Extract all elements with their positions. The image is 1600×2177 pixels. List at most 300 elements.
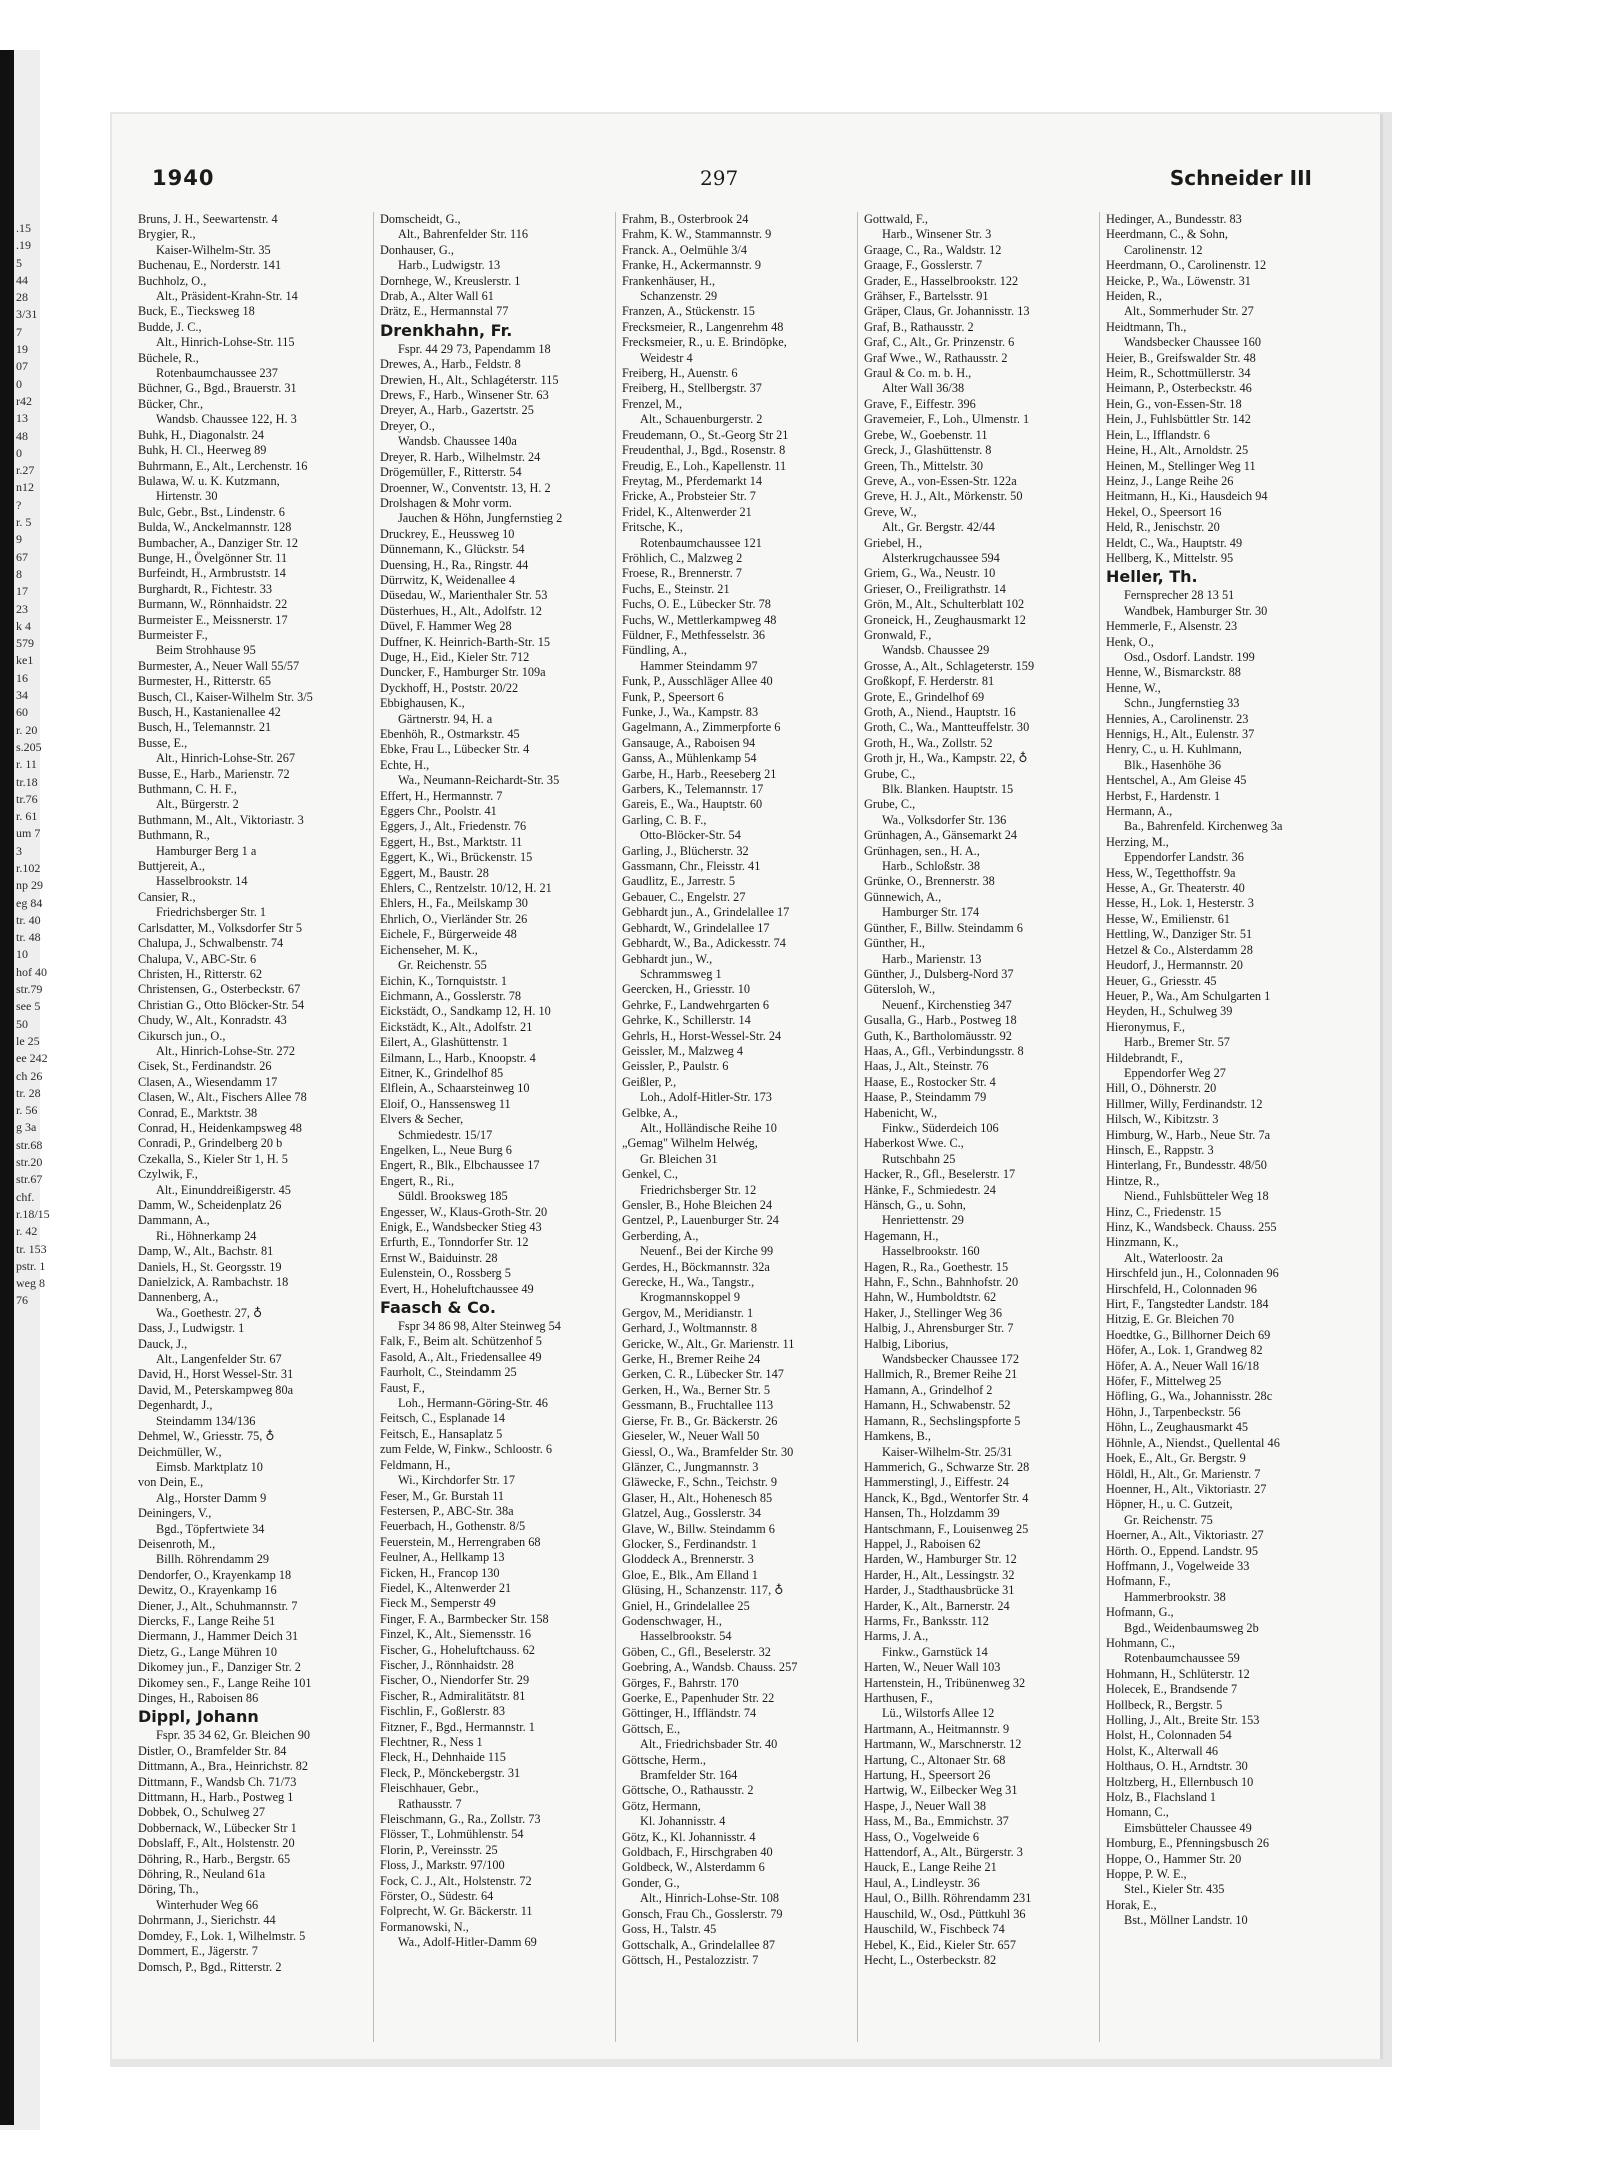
directory-entry: Dreyer, R. Harb., Wilhelmstr. 24 — [380, 449, 541, 464]
directory-entry: Harthusen, F., — [864, 1691, 933, 1705]
entry-continuation: Alt., Gr. Bergstr. 42/44 — [882, 520, 995, 535]
directory-entry: Christensen, G., Osterbeckstr. 67 — [138, 982, 301, 997]
directory-entry: Hansen, Th., Holzdamm 39 — [864, 1506, 1000, 1521]
directory-entry: Günther, F., Billw. Steindamm 6 — [864, 920, 1023, 935]
directory-entry: Griebel, H., — [864, 535, 923, 550]
directory-entry: Dyckhoff, H., Poststr. 20/22 — [380, 680, 519, 695]
directory-entry: Fleischmann, G., Ra., Zollstr. 73 — [380, 1812, 541, 1827]
directory-entry: Gassmann, Chr., Fleisstr. 41 — [622, 859, 761, 874]
directory-entry: Gierse, Fr. B., Gr. Bäckerstr. 26 — [622, 1413, 778, 1428]
directory-entry: Grave, F., Eiffestr. 396 — [864, 396, 976, 411]
directory-entry: Haase, P., Steindamm 79 — [864, 1090, 987, 1105]
directory-entry: Günther, J., Dulsberg-Nord 37 — [864, 966, 1014, 981]
directory-entry: Hirt, F., Tangstedter Landstr. 184 — [1106, 1297, 1269, 1312]
entry-continuation: Rathausstr. 7 — [398, 1796, 462, 1811]
entry-continuation: Kl. Johannisstr. 4 — [640, 1814, 726, 1829]
directory-entry: Hinz, K., Wandsbeck. Chauss. 255 — [1106, 1220, 1277, 1234]
directory-entry: Glave, W., Billw. Steindamm 6 — [622, 1521, 775, 1536]
previous-page-fragment: tr. 153 — [16, 1241, 47, 1256]
directory-entry: Grieser, O., Freiligrathstr. 14 — [864, 581, 1006, 596]
directory-entry: Hoek, E., Alt., Gr. Bergstr. 9 — [1106, 1451, 1246, 1466]
directory-entry: Bulc, Gebr., Bst., Lindenstr. 6 — [138, 504, 285, 519]
directory-entry: Hedinger, A., Bundesstr. 83 — [1106, 212, 1242, 226]
directory-entry: Funke, J., Wa., Kampstr. 83 — [622, 705, 759, 719]
highlighted-entry: Dippl, Johann — [138, 1707, 259, 1727]
directory-entry: Gräper, Claus, Gr. Johannisstr. 13 — [864, 304, 1030, 319]
directory-entry: Holtzberg, H., Ellernbusch 10 — [1106, 1774, 1254, 1789]
previous-page-fragment: r.18/15 — [16, 1206, 50, 1221]
directory-entry: Gonder, G., — [622, 1875, 680, 1890]
directory-entry: Hitzig, E. Gr. Bleichen 70 — [1106, 1312, 1235, 1327]
previous-page-fragment: ke1 — [16, 653, 34, 668]
directory-entry: Freiberg, H., Stellbergstr. 37 — [622, 381, 762, 396]
directory-entry: Grube, C., — [864, 797, 916, 812]
directory-entry: Haas, J., Alt., Steinstr. 76 — [864, 1059, 989, 1074]
entry-continuation: Fernsprecher 28 13 51 — [1124, 588, 1235, 603]
directory-entry: Freiberg, H., Auenstr. 6 — [622, 366, 738, 381]
directory-entry: Gerhard, J., Woltmannstr. 8 — [622, 1321, 758, 1336]
directory-entry: Conrad, E., Marktstr. 38 — [138, 1105, 258, 1120]
directory-entry: Echte, H., — [380, 757, 430, 772]
entry-continuation: Alt., Einunddreißigerstr. 45 — [156, 1182, 291, 1197]
directory-entry: Burmester, H., Ritterstr. 65 — [138, 674, 272, 689]
directory-entry: Domdey, F., Lok. 1, Wilhelmstr. 5 — [138, 1928, 306, 1943]
directory-entry: Engesser, W., Klaus-Groth-Str. 20 — [380, 1204, 548, 1219]
directory-entry: Gansauge, A., Raboisen 94 — [622, 735, 756, 750]
directory-entry: Grünke, O., Brennerstr. 38 — [864, 874, 995, 889]
directory-entry: Engelken, L., Neue Burg 6 — [380, 1142, 512, 1157]
directory-entry: Förster, O., Südestr. 64 — [380, 1889, 494, 1904]
directory-entry: Gloddeck A., Brennerstr. 3 — [622, 1552, 754, 1567]
directory-entry: Gronwald, F., — [864, 627, 932, 642]
directory-entry: Eggert, K., Wi., Brückenstr. 15 — [380, 850, 533, 865]
directory-entry: Hofmann, F., — [1106, 1574, 1171, 1589]
previous-page-fragment: pstr. 1 — [16, 1258, 46, 1273]
directory-entry: Formanowski, N., — [380, 1919, 469, 1934]
entry-continuation: Bgd., Weidenbaumsweg 2b — [1124, 1620, 1259, 1635]
binding-shadow — [0, 50, 14, 2125]
directory-entry: Goerke, E., Papenhuder Str. 22 — [622, 1691, 775, 1705]
entry-continuation: Wa., Volksdorfer Str. 136 — [882, 812, 1007, 827]
directory-entry: Hintze, R., — [1106, 1173, 1160, 1188]
directory-entry: Evert, H., Hoheluftchaussee 49 — [380, 1281, 534, 1296]
directory-column-5 — [1100, 212, 1342, 2042]
directory-entry: Habenicht, W., — [864, 1105, 938, 1120]
directory-entry: Götz, K., Kl. Johannisstr. 4 — [622, 1829, 756, 1844]
directory-entry: Greck, J., Glashüttenstr. 8 — [864, 443, 992, 458]
directory-entry: Buthmann, C. H. F., — [138, 782, 237, 797]
entry-continuation: Eimsb. Marktplatz 10 — [156, 1459, 263, 1474]
directory-entry: Holling, J., Alt., Breite Str. 153 — [1106, 1713, 1260, 1727]
directory-entry: David, M., Peterskampweg 80a — [138, 1382, 294, 1397]
entry-continuation: Wandsb. Chaussee 122, H. 3 — [156, 412, 297, 427]
directory-entry: Höfer, A., Lok. 1, Grandweg 82 — [1106, 1343, 1263, 1358]
directory-entry: Droenner, W., Conventstr. 13, H. 2 — [380, 480, 551, 495]
previous-page-fragment: 19 — [16, 342, 28, 357]
directory-entry: Hattendorf, A., Alt., Bürgerstr. 3 — [864, 1845, 1023, 1860]
entry-continuation: Ri., Höhnerkamp 24 — [156, 1228, 257, 1243]
directory-entry: Drögemüller, F., Ritterstr. 54 — [380, 465, 522, 480]
directory-entry: Hahn, W., Humboldtstr. 62 — [864, 1290, 997, 1305]
directory-entry: Glüsing, H., Schanzenstr. 117, ♁ — [622, 1583, 784, 1598]
entry-continuation: Fspr. 35 34 62, Gr. Bleichen 90 — [156, 1728, 311, 1743]
directory-entry: Gerken, C. R., Lübecker Str. 147 — [622, 1367, 784, 1382]
directory-entry: Heiden, R., — [1106, 289, 1163, 304]
entry-continuation: Rutschbahn 25 — [882, 1151, 956, 1166]
entry-continuation: Alt., Hinrich-Lohse-Str. 267 — [156, 751, 296, 766]
directory-entry: Glatzel, Aug., Gosslerstr. 34 — [622, 1506, 762, 1521]
entry-continuation: Wandsb. Chaussee 29 — [882, 643, 990, 658]
previous-page-fragment: tr.18 — [16, 774, 38, 789]
directory-entry: Groth, A., Niend., Hauptstr. 16 — [864, 705, 1016, 719]
directory-entry: Feuerstein, M., Herrengraben 68 — [380, 1534, 541, 1549]
directory-entry: Deiningers, V., — [138, 1506, 212, 1521]
entry-continuation: Blk., Hasenhöhe 36 — [1124, 757, 1221, 772]
directory-entry: Buthmann, R., — [138, 828, 210, 843]
previous-page-fragment: chf. — [16, 1189, 35, 1204]
directory-entry: Fündling, A., — [622, 643, 687, 658]
directory-entry: Hemmerle, F., Alsenstr. 23 — [1106, 619, 1238, 634]
directory-entry: Burmann, W., Rönnhaidstr. 22 — [138, 597, 288, 612]
directory-entry: Götz, Hermann, — [622, 1798, 701, 1813]
directory-entry: Buck, E., Tiecksweg 18 — [138, 304, 255, 319]
directory-page — [112, 114, 1383, 2059]
entry-continuation: Gr. Reichenstr. 55 — [398, 958, 487, 973]
directory-entry: Giessl, O., Wa., Bramfelder Str. 30 — [622, 1444, 794, 1459]
directory-entry: Eloif, O., Hanssensweg 11 — [380, 1096, 511, 1111]
directory-column-4 — [858, 212, 1100, 2042]
directory-entry: Clasen, W., Alt., Fischers Allee 78 — [138, 1090, 307, 1105]
directory-entry: Christen, H., Ritterstr. 62 — [138, 966, 262, 981]
previous-page-fragment: str.20 — [16, 1155, 43, 1170]
directory-entry: Feitsch, C., Esplanade 14 — [380, 1411, 505, 1426]
entry-continuation: Eimsbütteler Chaussee 49 — [1124, 1820, 1252, 1835]
directory-entry: Frecksmeier, R., u. E. Brindöpke, — [622, 335, 787, 350]
directory-entry: Groth, C., Wa., Mantteuffelstr. 30 — [864, 720, 1030, 735]
directory-entry: Domscheidt, G., — [380, 212, 461, 226]
previous-page-fragment: r. 20 — [16, 722, 38, 737]
directory-entry: Heidtmann, Th., — [1106, 319, 1187, 334]
directory-entry: Höhn, J., Tarpenbeckstr. 56 — [1106, 1404, 1241, 1419]
directory-entry: Distler, O., Bramfelder Str. 84 — [138, 1743, 287, 1758]
entry-continuation: Alt., Hinrich-Lohse-Str. 108 — [640, 1891, 780, 1906]
entry-continuation: Alt., Bahrenfelder Str. 116 — [398, 227, 528, 242]
directory-entry: David, H., Horst Wessel-Str. 31 — [138, 1367, 294, 1382]
directory-entry: Homburg, E., Pfenningsbusch 26 — [1106, 1836, 1270, 1851]
directory-entry: Ehrlich, O., Vierländer Str. 26 — [380, 911, 528, 926]
directory-entry: Hein, G., von-Essen-Str. 18 — [1106, 396, 1242, 411]
entry-continuation: Ba., Bahrenfeld. Kirchenweg 3a — [1124, 819, 1283, 834]
previous-page-fragment: 23 — [16, 601, 28, 616]
entry-continuation: Harb., Bremer Str. 57 — [1124, 1035, 1230, 1050]
directory-entry: Eichenseher, M. K., — [380, 942, 478, 957]
entry-continuation: Weidestr 4 — [640, 350, 693, 365]
directory-entry: Goss, H., Talstr. 45 — [622, 1922, 717, 1937]
directory-entry: Folprecht, W. Gr. Bäckerstr. 11 — [380, 1904, 533, 1919]
directory-entry: Heerdmann, C., & Sohn, — [1106, 227, 1228, 242]
directory-entry: Harden, W., Hamburger Str. 12 — [864, 1552, 1017, 1567]
directory-entry: Dobbek, O., Schulweg 27 — [138, 1805, 266, 1820]
directory-entry: Engert, R., Blk., Elbchaussee 17 — [380, 1158, 540, 1173]
directory-entry: Hoedtke, G., Billhorner Deich 69 — [1106, 1327, 1271, 1342]
directory-entry: Bücker, Chr., — [138, 396, 204, 411]
previous-page-fragment: 8 — [16, 566, 22, 581]
directory-entry: Hilsch, W., Kibitzstr. 3 — [1106, 1112, 1219, 1127]
directory-entry: Heyden, H., Schulweg 39 — [1106, 1004, 1233, 1019]
directory-entry: Deichmüller, W., — [138, 1444, 222, 1459]
directory-entry: Frecksmeier, R., Langenrehm 48 — [622, 319, 784, 334]
directory-entry: Diener, J., Alt., Schuhmannstr. 7 — [138, 1598, 298, 1613]
directory-entry: Conrad, H., Heidenkampsweg 48 — [138, 1120, 302, 1135]
directory-entry: Gläwecke, F., Schn., Teichstr. 9 — [622, 1475, 778, 1490]
directory-entry: Eichele, F., Bürgerweide 48 — [380, 927, 517, 942]
directory-entry: Günnewich, A., — [864, 889, 942, 904]
directory-entry: Graage, F., Gosslerstr. 7 — [864, 258, 983, 273]
directory-entry: Chudy, W., Alt., Konradstr. 43 — [138, 1013, 287, 1028]
directory-entry: Flechtner, R., Ness 1 — [380, 1735, 483, 1749]
previous-page-fragment: tr. 40 — [16, 912, 41, 927]
directory-entry: Himburg, W., Harb., Neue Str. 7a — [1106, 1127, 1271, 1142]
directory-entry: Cansier, R., — [138, 889, 196, 904]
directory-entry: Heuer, G., Griesstr. 45 — [1106, 973, 1217, 988]
directory-entry: Bumbacher, A., Danziger Str. 12 — [138, 535, 299, 550]
entry-continuation: Harb., Marienstr. 13 — [882, 951, 982, 966]
directory-entry: Gehrke, F., Landwehrgarten 6 — [622, 997, 769, 1012]
directory-entry: Franzen, A., Stückenstr. 15 — [622, 304, 755, 319]
previous-page-fragment: weg 8 — [16, 1276, 45, 1291]
directory-entry: Eilert, A., Glashüttenstr. 1 — [380, 1035, 509, 1050]
directory-entry: Fieck M., Semperstr 49 — [380, 1596, 496, 1611]
directory-entry: Chalupa, J., Schwalbenstr. 74 — [138, 936, 284, 951]
directory-entry: Düsterhues, H., Alt., Adolfstr. 12 — [380, 603, 542, 618]
entry-continuation: Wandsb. Chaussee 140a — [398, 434, 517, 449]
entry-continuation: Alsterkrugchaussee 594 — [882, 550, 1000, 565]
directory-entry: Bruns, J. H., Seewartenstr. 4 — [138, 212, 278, 226]
directory-entry: Büchner, G., Bgd., Brauerstr. 31 — [138, 381, 297, 396]
directory-entry: Erfurth, E., Tonndorfer Str. 12 — [380, 1235, 529, 1250]
entry-continuation: Harb., Schloßstr. 38 — [882, 859, 981, 874]
previous-page-fragment: .15 — [16, 221, 31, 235]
directory-entry: Groth, H., Wa., Zollstr. 52 — [864, 735, 993, 750]
entry-continuation: Alter Wall 36/38 — [882, 381, 965, 396]
entry-continuation: Finkw., Süderdeich 106 — [882, 1120, 999, 1135]
directory-entry: Buthmann, M., Alt., Viktoriastr. 3 — [138, 812, 304, 827]
directory-entry: Feuerbach, H., Gothenstr. 8/5 — [380, 1519, 526, 1534]
directory-entry: Homann, C., — [1106, 1805, 1169, 1820]
directory-entry: Göttsch, H., Pestalozzistr. 7 — [622, 1952, 759, 1967]
directory-entry: Hirschfeld, H., Colonnaden 96 — [1106, 1281, 1257, 1296]
directory-entry: Gelbke, A., — [622, 1105, 679, 1120]
directory-column-2 — [374, 212, 616, 2042]
directory-entry: Drab, A., Alter Wall 61 — [380, 289, 494, 304]
directory-entry: Drolshagen & Mohr vorm. — [380, 495, 512, 510]
directory-entry: Effert, H., Hermannstr. 7 — [380, 788, 503, 803]
previous-page-fragment: r. 5 — [16, 515, 32, 530]
entry-continuation: Wandsbecker Chaussee 172 — [882, 1352, 1019, 1367]
directory-entry: Hein, J., Fuhlsbüttler Str. 142 — [1106, 412, 1251, 427]
directory-entry: Gebhardt, W., Grindelallee 17 — [622, 920, 770, 935]
directory-entry: Holecek, E., Brandsende 7 — [1106, 1682, 1238, 1697]
directory-entry: Gravemeier, F., Loh., Ulmenstr. 1 — [864, 412, 1030, 427]
directory-entry: Faust, F., — [380, 1380, 425, 1395]
directory-entry: Goldbeck, W., Alsterdamm 6 — [622, 1860, 765, 1875]
directory-entry: Gloe, E., Blk., Am Elland 1 — [622, 1567, 758, 1582]
previous-page-fragment: 0 — [16, 445, 22, 460]
entry-continuation: Hirtenstr. 30 — [156, 489, 218, 504]
directory-entry: Hamkens, B., — [864, 1429, 931, 1444]
directory-entry: Domsch, P., Bgd., Ritterstr. 2 — [138, 1959, 282, 1974]
directory-entry: Fricke, A., Probsteier Str. 7 — [622, 489, 756, 504]
entry-continuation: Friedrichsberger Str. 1 — [156, 905, 267, 920]
directory-entry: Hartung, C., Altonaer Str. 68 — [864, 1752, 1006, 1767]
directory-entry: Henry, C., u. H. Kuhlmann, — [1106, 742, 1242, 757]
directory-entry: Eggert, H., Bst., Marktstr. 11 — [380, 834, 523, 849]
directory-entry: Bulawa, W. u. K. Kutzmann, — [138, 473, 280, 488]
directory-entry: Dendorfer, O., Krayenkamp 18 — [138, 1567, 292, 1582]
previous-page-fragment: 3/31 — [16, 307, 38, 322]
directory-entry: Hoffmann, J., Vogelweide 33 — [1106, 1558, 1250, 1573]
directory-entry: Heudorf, J., Hermannstr. 20 — [1106, 958, 1243, 973]
directory-entry: Grube, C., — [864, 766, 916, 781]
directory-entry: Haker, J., Stellinger Weg 36 — [864, 1305, 1002, 1320]
previous-page-fragment: 9 — [16, 532, 22, 547]
directory-entry: Holz, B., Flachsland 1 — [1106, 1790, 1216, 1805]
directory-entry: Fröhlich, C., Malzweg 2 — [622, 550, 743, 565]
directory-entry: Hinterlang, Fr., Bundesstr. 48/50 — [1106, 1158, 1267, 1173]
directory-entry: Eichmann, A., Gosslerstr. 78 — [380, 988, 522, 1003]
directory-entry: „Gemag" Wilhelm Helwég, — [622, 1136, 758, 1151]
directory-entry: Garbers, K., Telemannstr. 17 — [622, 782, 764, 797]
directory-entry: Druckrey, E., Heussweg 10 — [380, 526, 515, 541]
directory-entry: Dornhege, W., Kreuslerstr. 1 — [380, 273, 521, 288]
directory-entry: Höfer, A. A., Neuer Wall 16/18 — [1106, 1358, 1259, 1373]
directory-entry: Hein, L., Ifflandstr. 6 — [1106, 427, 1210, 442]
directory-entry: Hamann, H., Schwabenstr. 52 — [864, 1398, 1011, 1413]
highlighted-entry: Heller, Th. — [1106, 567, 1198, 587]
directory-entry: Höfer, F., Mittelweg 25 — [1106, 1374, 1222, 1389]
directory-entry: Harder, H., Alt., Lessingstr. 32 — [864, 1567, 1015, 1582]
directory-entry: Geercken, H., Griesstr. 10 — [622, 982, 751, 997]
directory-entry: Hebel, K., Eid., Kieler Str. 657 — [864, 1937, 1016, 1952]
entry-continuation: Wi., Kirchdorfer Str. 17 — [398, 1473, 515, 1488]
directory-entry: Dünnemann, K., Glückstr. 54 — [380, 542, 525, 557]
directory-entry: Feulner, A., Hellkamp 13 — [380, 1550, 505, 1565]
entry-continuation: Hasselbrookstr. 14 — [156, 874, 248, 889]
previous-page-fragment: 07 — [16, 359, 28, 374]
directory-entry: Ficken, H., Francop 130 — [380, 1565, 500, 1580]
entry-continuation: Steindamm 134/136 — [156, 1413, 256, 1428]
directory-entry: Hoppe, O., Hammer Str. 20 — [1106, 1851, 1242, 1866]
entry-continuation: Kaiser-Wilhelm-Str. 25/31 — [882, 1444, 1013, 1459]
directory-entry: Buttjereit, A., — [138, 859, 205, 874]
directory-entry: Froese, R., Brennerstr. 7 — [622, 566, 742, 581]
previous-page-fragment: str.67 — [16, 1172, 43, 1187]
directory-entry: Heine, H., Alt., Arnoldstr. 25 — [1106, 443, 1249, 458]
directory-entry: Düsedau, W., Marienthaler Str. 53 — [380, 588, 548, 603]
directory-entry: Hauschild, W., Fischbeck 74 — [864, 1922, 1005, 1937]
previous-page-fragment: ch 26 — [16, 1068, 43, 1083]
directory-entry: Hartenstein, H., Tribünenweg 32 — [864, 1675, 1026, 1690]
directory-entry: Haberkost Wwe. C., — [864, 1136, 964, 1151]
directory-entry: Harder, J., Stadthausbrücke 31 — [864, 1583, 1015, 1598]
directory-entry: Hartwig, W., Eilbecker Weg 31 — [864, 1783, 1018, 1798]
entry-continuation: Carolinenstr. 12 — [1124, 242, 1203, 257]
directory-entry: Frenzel, M., — [622, 396, 683, 411]
previous-page-fragment: 44 — [16, 272, 28, 287]
directory-entry: Godenschwager, H., — [622, 1613, 722, 1628]
entry-continuation: Neuenf., Bei der Kirche 99 — [640, 1244, 774, 1259]
directory-entry: Feitsch, E., Hansaplatz 5 — [380, 1426, 503, 1441]
directory-entry: Finger, F. A., Barmbecker Str. 158 — [380, 1611, 549, 1626]
directory-entry: Hellberg, K., Mittelstr. 95 — [1106, 550, 1234, 565]
directory-entry: Geißler, P., — [622, 1074, 677, 1089]
directory-entry: Heier, B., Greifswalder Str. 48 — [1106, 350, 1256, 365]
directory-entry: Funk, P., Ausschläger Allee 40 — [622, 674, 773, 689]
directory-entry: Gericke, W., Alt., Gr. Marienstr. 11 — [622, 1336, 795, 1351]
directory-entry: Herzing, M., — [1106, 834, 1169, 849]
directory-entry: Heerdmann, O., Carolinenstr. 12 — [1106, 258, 1267, 273]
directory-entry: Gottwald, F., — [864, 212, 928, 226]
previous-page-fragment: g 3a — [16, 1120, 37, 1135]
previous-page-fragment: r.102 — [16, 860, 41, 875]
directory-entry: Dittmann, F., Wandsb Ch. 71/73 — [138, 1774, 297, 1789]
directory-entry: Festersen, P., ABC-Str. 38a — [380, 1503, 514, 1518]
directory-entry: Graf, C., Alt., Gr. Prinzenstr. 6 — [864, 335, 1015, 350]
entry-continuation: Alt., Friedrichsbader Str. 40 — [640, 1737, 778, 1752]
entry-continuation: Alt., Waterloostr. 2a — [1124, 1250, 1223, 1265]
directory-entry: Gebhardt, W., Ba., Adickesstr. 74 — [622, 936, 786, 951]
directory-entry: Hesse, W., Emilienstr. 61 — [1106, 911, 1230, 926]
directory-entry: Buhk, H. Cl., Heerweg 89 — [138, 443, 267, 458]
entry-continuation: Schrammsweg 1 — [640, 966, 722, 981]
directory-entry: Hörth. O., Eppend. Landstr. 95 — [1106, 1543, 1258, 1558]
directory-entry: Hahn, F., Schn., Bahnhofstr. 20 — [864, 1275, 1019, 1290]
entry-continuation: Wandsbecker Chaussee 160 — [1124, 335, 1261, 350]
directory-entry: Enigk, E., Wandsbecker Stieg 43 — [380, 1220, 542, 1234]
entry-continuation: Hasselbrookstr. 54 — [640, 1629, 732, 1644]
directory-entry: Heimann, P., Osterbeckstr. 46 — [1106, 381, 1252, 396]
entry-continuation: Schanzenstr. 29 — [640, 289, 718, 304]
directory-entry: Göttsch, E., — [622, 1721, 681, 1736]
directory-entry: Halbig, J., Ahrensburger Str. 7 — [864, 1321, 1014, 1336]
directory-entry: Gergov, M., Meridianstr. 1 — [622, 1305, 754, 1320]
previous-page-fragment: 67 — [16, 549, 28, 564]
directory-entry: Brygier, R., — [138, 227, 196, 242]
directory-entry: Eichin, K., Tornquiststr. 1 — [380, 973, 508, 988]
previous-page-fragment: .19 — [16, 238, 31, 253]
directory-entry: Burghardt, R., Fichtestr. 33 — [138, 581, 273, 596]
page-header — [152, 166, 1312, 202]
previous-page-fragment: 16 — [16, 670, 28, 685]
previous-page-fragment: 13 — [16, 411, 28, 426]
directory-entry: Gonsch, Frau Ch., Gosslerstr. 79 — [622, 1906, 783, 1921]
entry-continuation: Wa., Goethestr. 27, ♁ — [156, 1305, 263, 1320]
entry-continuation: Eppendorfer Landstr. 36 — [1124, 850, 1244, 865]
entry-continuation: Alg., Horster Damm 9 — [156, 1490, 267, 1505]
directory-entry: Burfeindt, H., Armbruststr. 14 — [138, 566, 286, 581]
directory-entry: Franck. A., Oelmühle 3/4 — [622, 242, 747, 257]
directory-entry: Buhrmann, E., Alt., Lerchenstr. 16 — [138, 458, 308, 473]
directory-entry: Gerberding, A., — [622, 1228, 699, 1243]
directory-entry: Burmeister E., Meissnerstr. 17 — [138, 612, 288, 627]
directory-entry: Heitmann, H., Ki., Hausdeich 94 — [1106, 489, 1268, 504]
directory-entry: Graf Wwe., W., Rathausstr. 2 — [864, 350, 1008, 365]
directory-entry: Fitzner, F., Bgd., Hermannstr. 1 — [380, 1719, 535, 1734]
directory-entry: Busch, Cl., Kaiser-Wilhelm Str. 3/5 — [138, 689, 313, 704]
previous-page-fragment: um 7 — [16, 826, 41, 841]
directory-entry: Feser, M., Gr. Burstah 11 — [380, 1488, 505, 1503]
directory-entry: Buchenau, E., Norderstr. 141 — [138, 258, 282, 273]
